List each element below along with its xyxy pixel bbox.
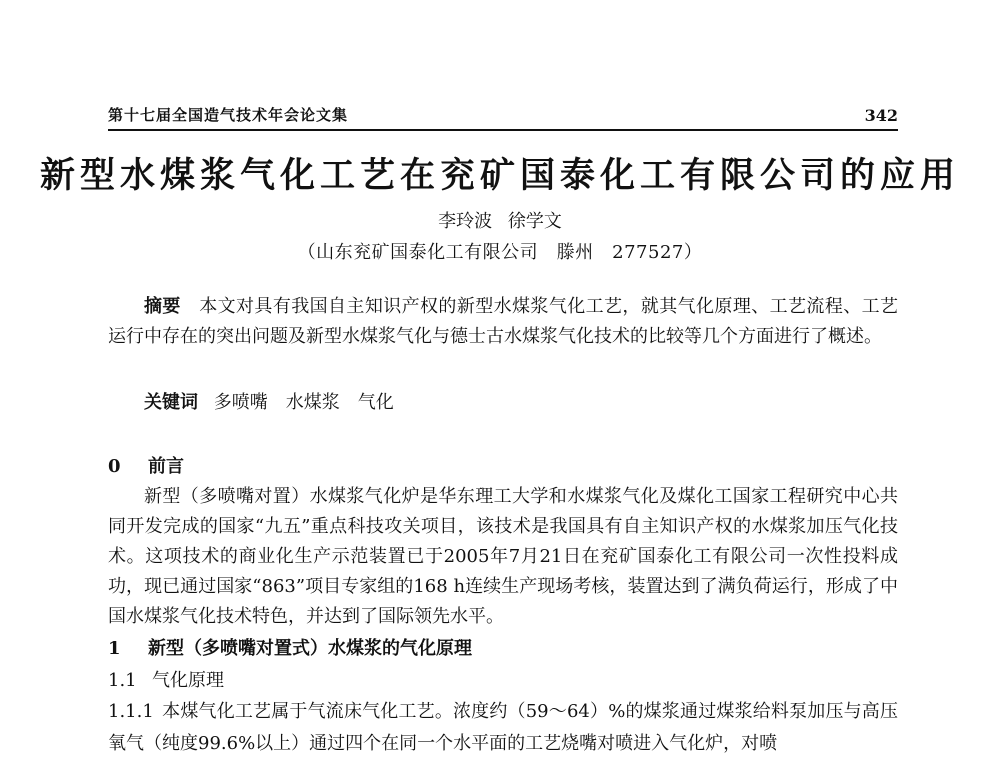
section-number: 0 bbox=[108, 456, 121, 477]
section-number: 1 bbox=[108, 638, 121, 659]
section-heading-1 bbox=[108, 634, 472, 660]
proceedings-title: 第十七届全国造气技术年会论文集 bbox=[108, 106, 349, 124]
paper-title: 新型水煤浆气化工艺在兖矿国泰化工有限公司的应用 bbox=[39, 155, 960, 196]
keywords-label: 关键词 bbox=[144, 392, 198, 413]
section-title: 新型（多喷嘴对置式）水煤浆的气化原理 bbox=[148, 638, 472, 659]
paragraph-text: 本煤气化工艺属于气流床气化工艺。浓度约（59～64）%的煤浆通过煤浆给料泵加压与高压氧气（纯度99.6%以上）通过四个在同一个水平面的工艺烧嘴对喷进入气化炉，对喷 bbox=[108, 701, 898, 754]
paragraph-1-1-1 bbox=[108, 696, 898, 760]
keywords bbox=[144, 388, 394, 414]
subsection-title: 气化原理 bbox=[152, 670, 224, 691]
paragraph-number: 1.1.1 bbox=[108, 701, 154, 722]
paper-authors: 李玲波 徐学文 bbox=[438, 211, 562, 232]
abstract-text: 本文对具有我国自主知识产权的新型水煤浆气化工艺，就其气化原理、工艺流程、工艺运行中存在的突出问题及新型水煤浆气化与德士古水煤浆气化技术的比较等几个方面进行了概述。 bbox=[108, 296, 899, 347]
page-number: 342 bbox=[864, 106, 898, 125]
running-header bbox=[108, 104, 898, 131]
abstract-label: 摘要 bbox=[144, 296, 181, 317]
subsection-number: 1.1 bbox=[108, 670, 137, 691]
subsection-heading-1-1 bbox=[108, 666, 224, 692]
keywords-text: 多喷嘴 水煤浆 气化 bbox=[213, 392, 394, 413]
author-affiliation: （山东兖矿国泰化工有限公司 滕州 277527） bbox=[297, 242, 703, 263]
section-heading-0 bbox=[108, 452, 184, 478]
intro-paragraph: 新型（多喷嘴对置）水煤浆气化炉是华东理工大学和水煤浆气化及煤化工国家工程研究中心共同开发完成的国家“九五”重点科技攻关项目，该技术是我国具有自主知识产权的水煤浆加压气化技术。这项技术的商业化生产示范装置已于2005年7月21日在兖矿国泰化工有限公司一次性投料成功，现已通过国家“863”项目专家组的168 h连续生产现场考核，装置达到了满负荷运行，形成了中国水煤浆气化技术特色，并达到了国际领先水平。 bbox=[108, 486, 898, 627]
abstract bbox=[108, 292, 898, 352]
section-title: 前言 bbox=[148, 456, 184, 477]
